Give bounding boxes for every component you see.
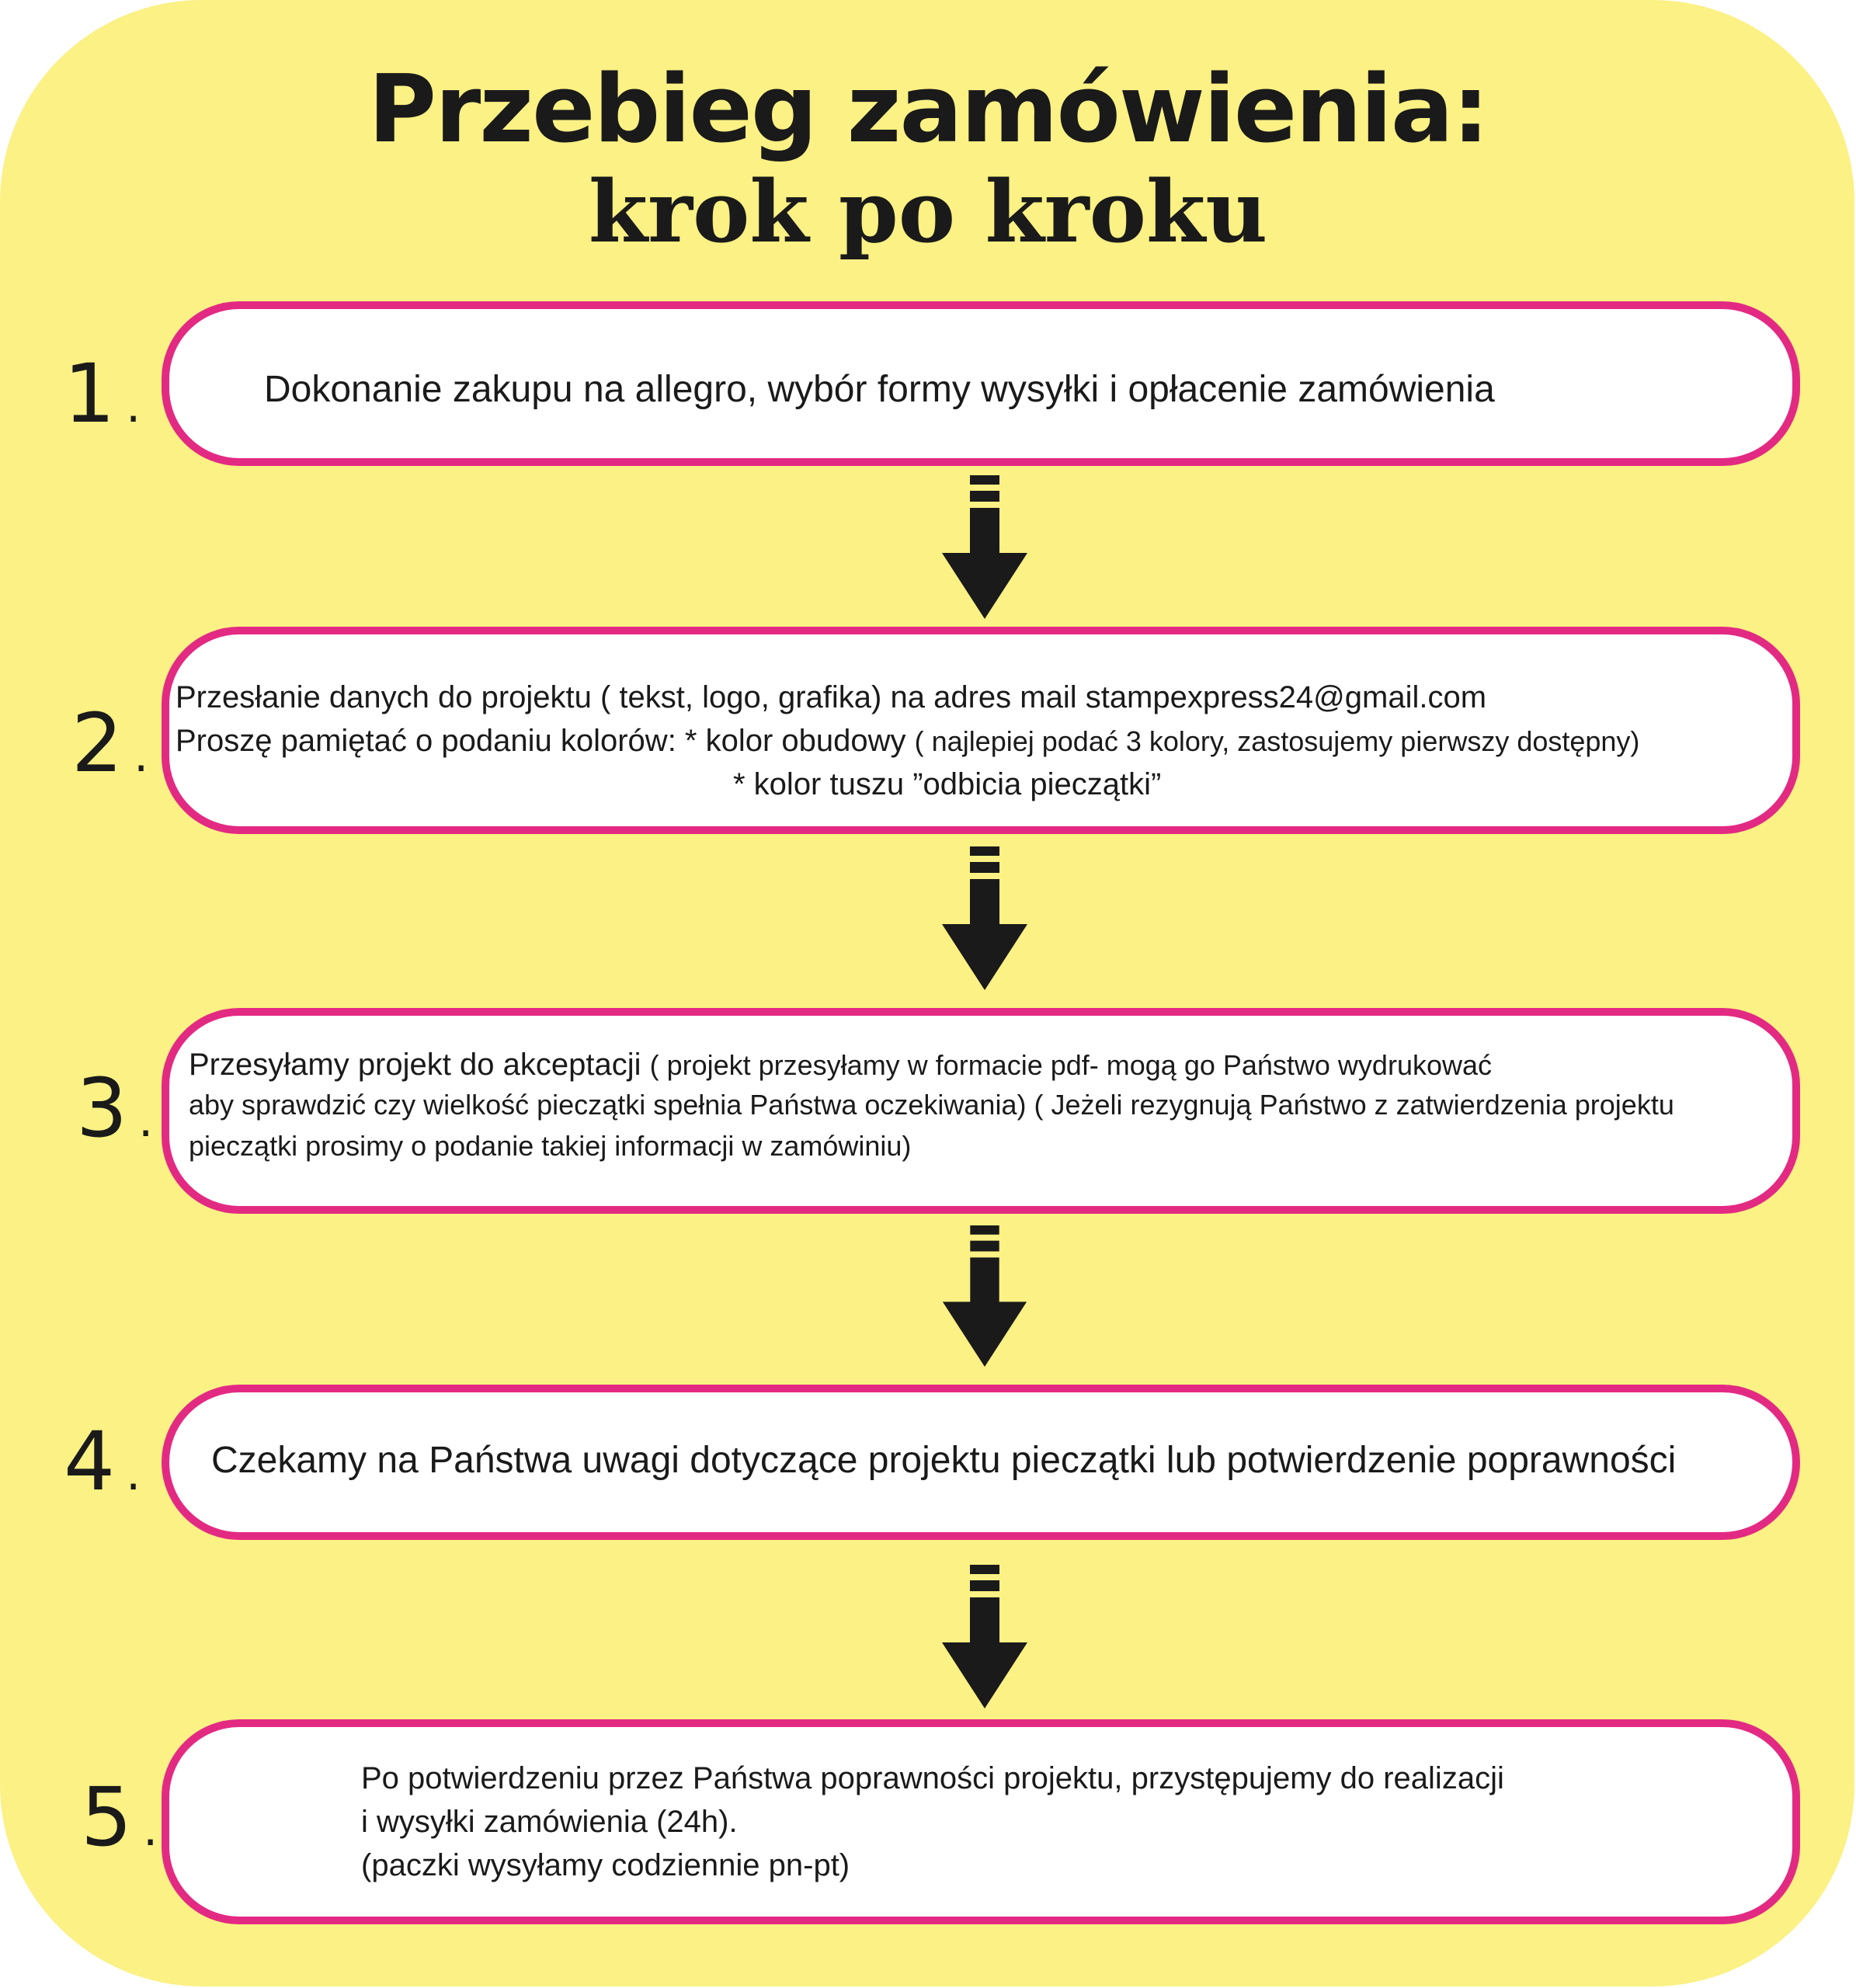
step-3-line-2: aby sprawdzić czy wielkość pieczątki spełnia Państwa oczekiwania) ( Jeżeli rezygnują Państwo z zatwierdzenia projektu (189, 1089, 1674, 1121)
down-arrow-icon (942, 1225, 1027, 1367)
step-2-line-1: Przesłanie danych do projektu ( tekst, logo, grafika) na adres mail stampexpress24@gmail.com (176, 680, 1487, 714)
step-2-line-2: Proszę pamiętać o podaniu kolorów: * kolor obudowy ( najlepiej podać 3 kolory, zastosujemy pierwszy dostępny) (176, 724, 1640, 758)
step-number-4: 4 . (64, 1414, 141, 1509)
step-number-5: 5 . (81, 1770, 158, 1865)
step-3-line-1: Przesyłamy projekt do akceptacji ( projekt przesyłamy w formacie pdf- mogą go Państwo wydrukować (189, 1048, 1493, 1082)
down-arrow-icon (942, 1565, 1027, 1708)
step-3-line-3: pieczątki prosimy o podanie takiej informacji w zamówiniu) (189, 1130, 912, 1162)
step-5-line-2: i wysyłki zamówienia (24h). (361, 1805, 738, 1839)
step-1-text: Dokonanie zakupu na allegro, wybór formy wysyłki i opłacenie zamówienia (264, 369, 1495, 410)
step-number-3: 3 . (76, 1061, 154, 1156)
step-5-line-3: (paczki wysyłamy codziennie pn-pt) (361, 1848, 850, 1882)
step-number-2: 2 . (71, 696, 149, 791)
step-5-line-1: Po potwierdzeniu przez Państwa poprawności projektu, przystępujemy do realizacji (361, 1761, 1504, 1795)
step-2-line-3: * kolor tuszu ”odbicia pieczątki” (733, 767, 1162, 801)
down-arrow-icon (942, 475, 1027, 619)
step-number-1: 1 . (64, 346, 141, 441)
page-title: Przebieg zamówienia: (368, 56, 1488, 164)
page-subtitle: krok po kroku (588, 162, 1268, 262)
step-4-text: Czekamy na Państwa uwagi dotyczące projektu pieczątki lub potwierdzenie poprawności (211, 1440, 1677, 1481)
down-arrow-icon (942, 846, 1027, 990)
